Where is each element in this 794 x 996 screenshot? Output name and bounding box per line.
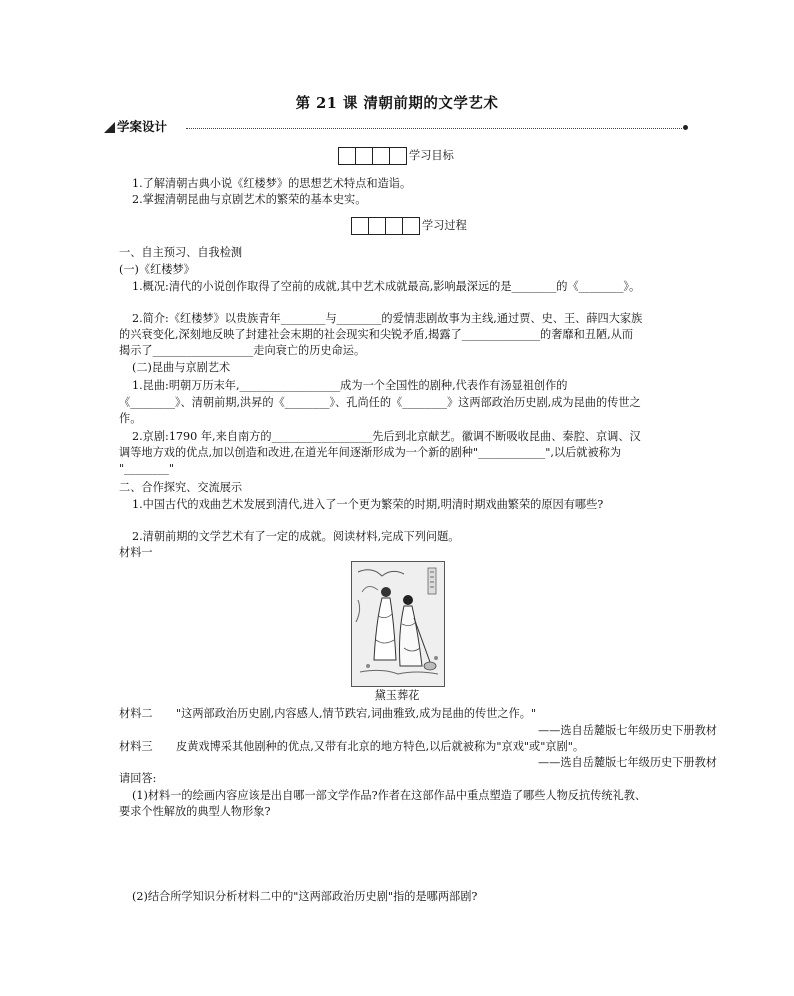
triangle-icon: [104, 122, 115, 133]
question-2-line: 揭示了__________________走向衰亡的历史命运。: [119, 344, 366, 357]
discussion-2: 2.清朝前期的文学艺术有了一定的成就。阅读材料,完成下列问题。: [132, 530, 460, 543]
sub2-heading: (二)昆曲与京剧艺术: [132, 361, 231, 374]
part1-heading: 一、自主预习、自我检测: [119, 246, 243, 259]
question-4-line: 2.京剧:1790 年,来自南方的__________________先后到北京献艺。徽调不断吸收昆曲、秦腔、京调、汉: [132, 430, 641, 443]
question-4-line: 调等地方戏的优点,加以创造和改进,在道光年间逐渐形成为一个新的剧种"____________",以后就被称为: [119, 446, 622, 459]
question-3-line: 1.昆曲:明朝万历末年,__________________成为一个全国性的剧种,代表作有汤显祖创作的: [132, 379, 568, 392]
box-decoration: [351, 217, 419, 235]
question-3-line: 作。: [119, 412, 142, 425]
question-1: 1.概况:清代的小说创作取得了空前的成就,其中艺术成就最高,影响最深远的是________的《________》。: [132, 280, 641, 293]
process-heading: [351, 217, 467, 235]
material3-text: 皮黄戏博采其他剧种的优点,又带有北京的地方特色,以后就被称为"京戏"或"京剧"。: [176, 740, 585, 753]
page-title: 第 21 课 清朝前期的文学艺术: [295, 95, 499, 112]
goal-item: 2.掌握清朝昆曲与京剧艺术的繁荣的基本史实。: [132, 193, 367, 206]
dotted-divider: [186, 128, 682, 129]
question-2-line: 的兴衰变化,深刻地反映了封建社会末期的社会现实和尖锐矛盾,揭露了______________的奢靡和丑陋,从而: [119, 328, 634, 341]
image-caption: 黛玉葬花: [374, 689, 420, 702]
sub-question-2: (2)结合所学知识分析材料二中的"这两部政治历史剧"指的是哪两部剧?: [132, 890, 478, 903]
goals-heading: [338, 147, 454, 165]
sub1-heading: (一)《红楼梦》: [119, 263, 195, 276]
goal-item: 1.了解清朝古典小说《红楼梦》的思想艺术特点和造诣。: [132, 177, 412, 190]
question-4-line: "________": [119, 462, 175, 475]
material1-label: 材料一: [119, 546, 153, 559]
material2-text: "这两部政治历史剧,内容感人,情节跌宕,词曲雅致,成为昆曲的传世之作。": [176, 707, 537, 720]
process-heading-label: 学习过程: [422, 219, 467, 232]
goals-heading-label: 学习目标: [409, 149, 454, 162]
section-header: [104, 121, 688, 135]
material3-source: ——选自岳麓版七年级历史下册教材: [537, 756, 717, 769]
dot-icon: [683, 125, 688, 130]
daiyu-burying-flowers-image: [351, 561, 445, 687]
sub-question-1-line: 要求个性解放的典型人物形象?: [119, 805, 271, 818]
answer-prompt: 请回答:: [119, 772, 157, 785]
question-2-line: 2.简介:《红楼梦》以贵族青年________与________的爱情悲剧故事为主线,通过贾、史、王、薛四大家族: [132, 312, 643, 325]
discussion-1: 1.中国古代的戏曲艺术发展到清代,进入了一个更为繁荣的时期,明清时期戏曲繁荣的原因有哪些?: [132, 498, 604, 511]
material3-label: 材料三: [119, 740, 153, 753]
box-decoration: [338, 147, 406, 165]
section-header-label: 学案设计: [117, 119, 168, 134]
question-3-line: 《________》、清朝前期,洪昇的《________》、孔尚任的《________》这两部政治历史剧,成为昆曲的传世之: [119, 396, 641, 409]
material2-label: 材料二: [119, 707, 153, 720]
sub-question-1-line: (1)材料一的绘画内容应该是出自哪一部文学作品?作者在这部作品中重点塑造了哪些人物反抗传统礼教、: [132, 789, 647, 802]
part2-heading: 二、合作探究、交流展示: [119, 481, 243, 494]
material2-source: ——选自岳麓版七年级历史下册教材: [537, 724, 717, 737]
